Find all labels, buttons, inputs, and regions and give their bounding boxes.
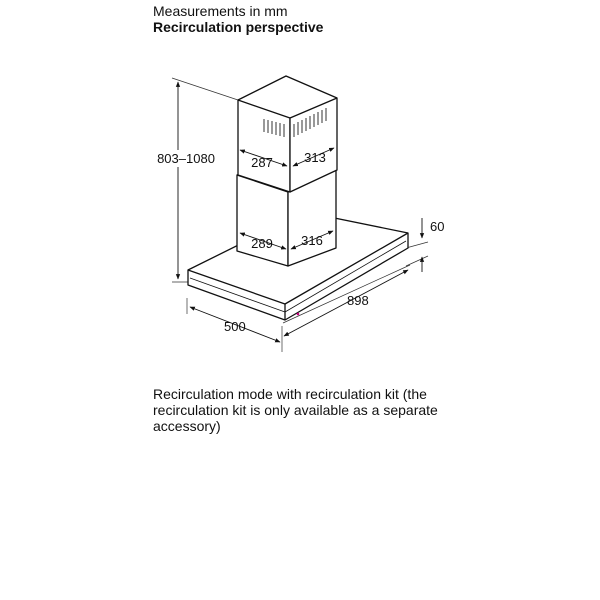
- recirculation-caption: Recirculation mode with recirculation kit (the recirculation kit is only available as a separate accessory): [153, 386, 438, 434]
- lower-chimney-width-label: 289: [251, 236, 273, 251]
- total-height-label: 803–1080: [157, 151, 215, 166]
- upper-chimney-width-label: 287: [251, 155, 273, 170]
- measurement-unit-note: Measurements in mm: [153, 3, 288, 19]
- control-indicator-light: [297, 313, 300, 316]
- hood-width-label: 898: [347, 293, 369, 308]
- canopy-height-label: 60: [430, 219, 445, 234]
- lower-chimney-depth-label: 316: [301, 233, 323, 248]
- upper-chimney: [238, 76, 337, 192]
- hood-depth-label: 500: [224, 319, 246, 334]
- upper-chimney-depth-label: 313: [304, 150, 326, 165]
- perspective-title: Recirculation perspective: [153, 19, 324, 35]
